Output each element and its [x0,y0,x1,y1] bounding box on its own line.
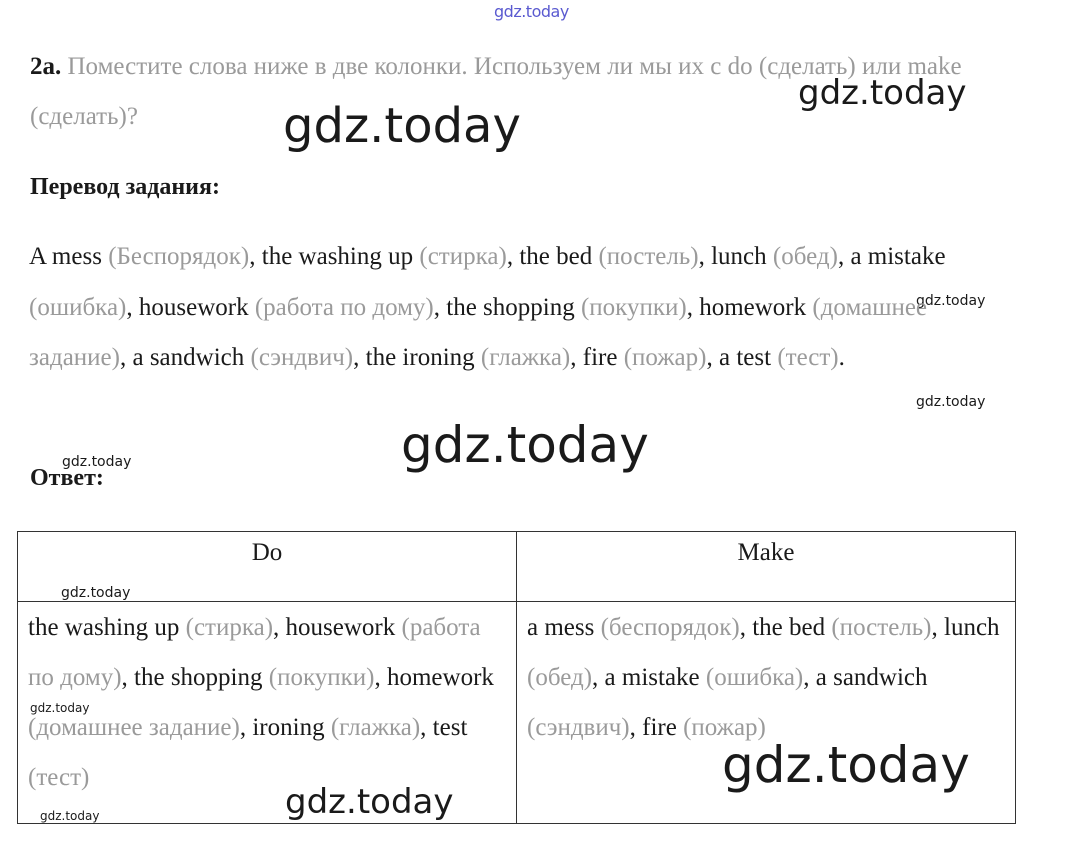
translation-item-translation: (стирка) [419,243,507,270]
separator: , [119,344,133,371]
task-number: 2a. [30,53,62,80]
translation-item-term: the shopping [446,293,575,321]
translation-item-term: a test [718,344,772,371]
watermark: gdz.today [285,782,454,822]
separator: . [838,344,845,371]
task-statement [30,42,1020,142]
translation-item-term: lunch [711,243,767,270]
table-row [18,602,1016,824]
watermark: gdz.today [916,293,986,309]
separator: , [686,293,700,321]
make-item-translation: (постель) [831,614,932,641]
watermark: gdz.today [722,736,970,794]
separator: , [837,243,851,270]
watermark: gdz.today [401,416,649,474]
table-header-row [18,532,1016,602]
do-item-translation: (стирка) [185,614,274,641]
separator: , [239,714,253,741]
do-item-term: test [432,714,468,741]
translation-item-translation: (сэндвич) [250,344,354,371]
make-item-translation: (сэндвич) [527,714,630,741]
watermark: gdz.today [494,2,569,21]
separator: , [629,714,643,741]
separator: , [126,293,139,321]
translation-item-translation: (обед) [772,243,838,270]
separator: , [249,243,262,270]
translation-item-translation: (глажка) [480,344,571,371]
separator: , [706,344,719,371]
translation-item-term: the bed [519,243,593,270]
separator: , [121,664,135,691]
column-header-do: Do [18,532,517,602]
separator: , [739,614,753,641]
do-item-translation: (домашнее задание) [28,714,240,741]
translation-heading: Перевод задания: [30,174,220,200]
separator: , [374,664,387,691]
translation-item-term: fire [582,344,618,371]
translation-item-translation: (покупки) [580,293,687,321]
watermark: gdz.today [798,73,967,113]
translation-item-term: housework [138,293,249,321]
do-item-term: the washing up [28,614,180,641]
make-item-term: lunch [944,614,1000,641]
do-item-term: homework [386,664,494,691]
watermark: gdz.today [916,394,986,410]
separator: , [353,344,366,371]
make-item-term: the bed [752,614,826,641]
separator: , [506,243,520,270]
translation-item-translation: (работа по дому) [254,293,434,321]
do-item-term: the shopping [134,664,263,691]
make-item-translation: (беспорядок) [600,614,740,641]
translation-item-term: a sandwich [132,344,245,371]
do-item-translation: (тест) [28,764,90,791]
watermark: gdz.today [30,701,90,715]
separator: , [698,243,712,270]
separator: , [592,664,605,691]
do-item-term: housework [285,614,396,641]
do-item-translation: (покупки) [268,664,375,691]
answer-heading: Ответ: [30,465,104,491]
translation-item-translation: (Беспорядок) [108,243,250,270]
watermark: gdz.today [283,98,521,154]
make-item-translation: (ошибка) [705,664,804,691]
translation-item-term: a mistake [850,243,946,270]
translation-item-translation: (домашнее задание) [29,293,928,371]
watermark: gdz.today [40,809,100,823]
translation-item-term: A mess [29,243,102,270]
make-item-translation: (пожар) [683,714,766,741]
make-item-term: fire [642,714,677,741]
do-item-translation: (глажка) [330,714,421,741]
answer-table [17,531,1016,824]
translation-item-term: the washing up [261,243,414,270]
make-item-term: a mistake [604,664,700,691]
do-item-term: ironing [252,714,325,741]
translation-paragraph [29,232,1019,384]
translation-item-translation: (постель) [598,243,699,270]
do-column-cell [18,602,517,824]
make-column-cell [517,602,1016,824]
watermark: gdz.today [61,585,131,601]
separator: , [803,664,816,691]
do-item-translation: (работа по дому) [28,614,481,691]
make-item-term: a mess [527,614,595,641]
translation-item-translation: (тест) [777,344,839,371]
column-header-make: Make [517,532,1016,602]
make-item-term: a sandwich [815,664,928,691]
separator: , [273,614,286,641]
separator: , [570,344,583,371]
translation-item-term: homework [699,293,807,321]
watermark: gdz.today [62,454,132,470]
separator: , [420,714,433,741]
translation-item-term: the ironing [365,344,475,371]
translation-item-translation: (ошибка) [29,293,127,321]
separator: , [931,614,945,641]
task-text: Поместите слова ниже в две колонки. Используем ли мы их с do (сделать) или make (сделать)? [30,53,962,130]
separator: , [433,293,447,321]
make-item-translation: (обед) [527,664,593,691]
translation-item-translation: (пожар) [623,344,707,371]
